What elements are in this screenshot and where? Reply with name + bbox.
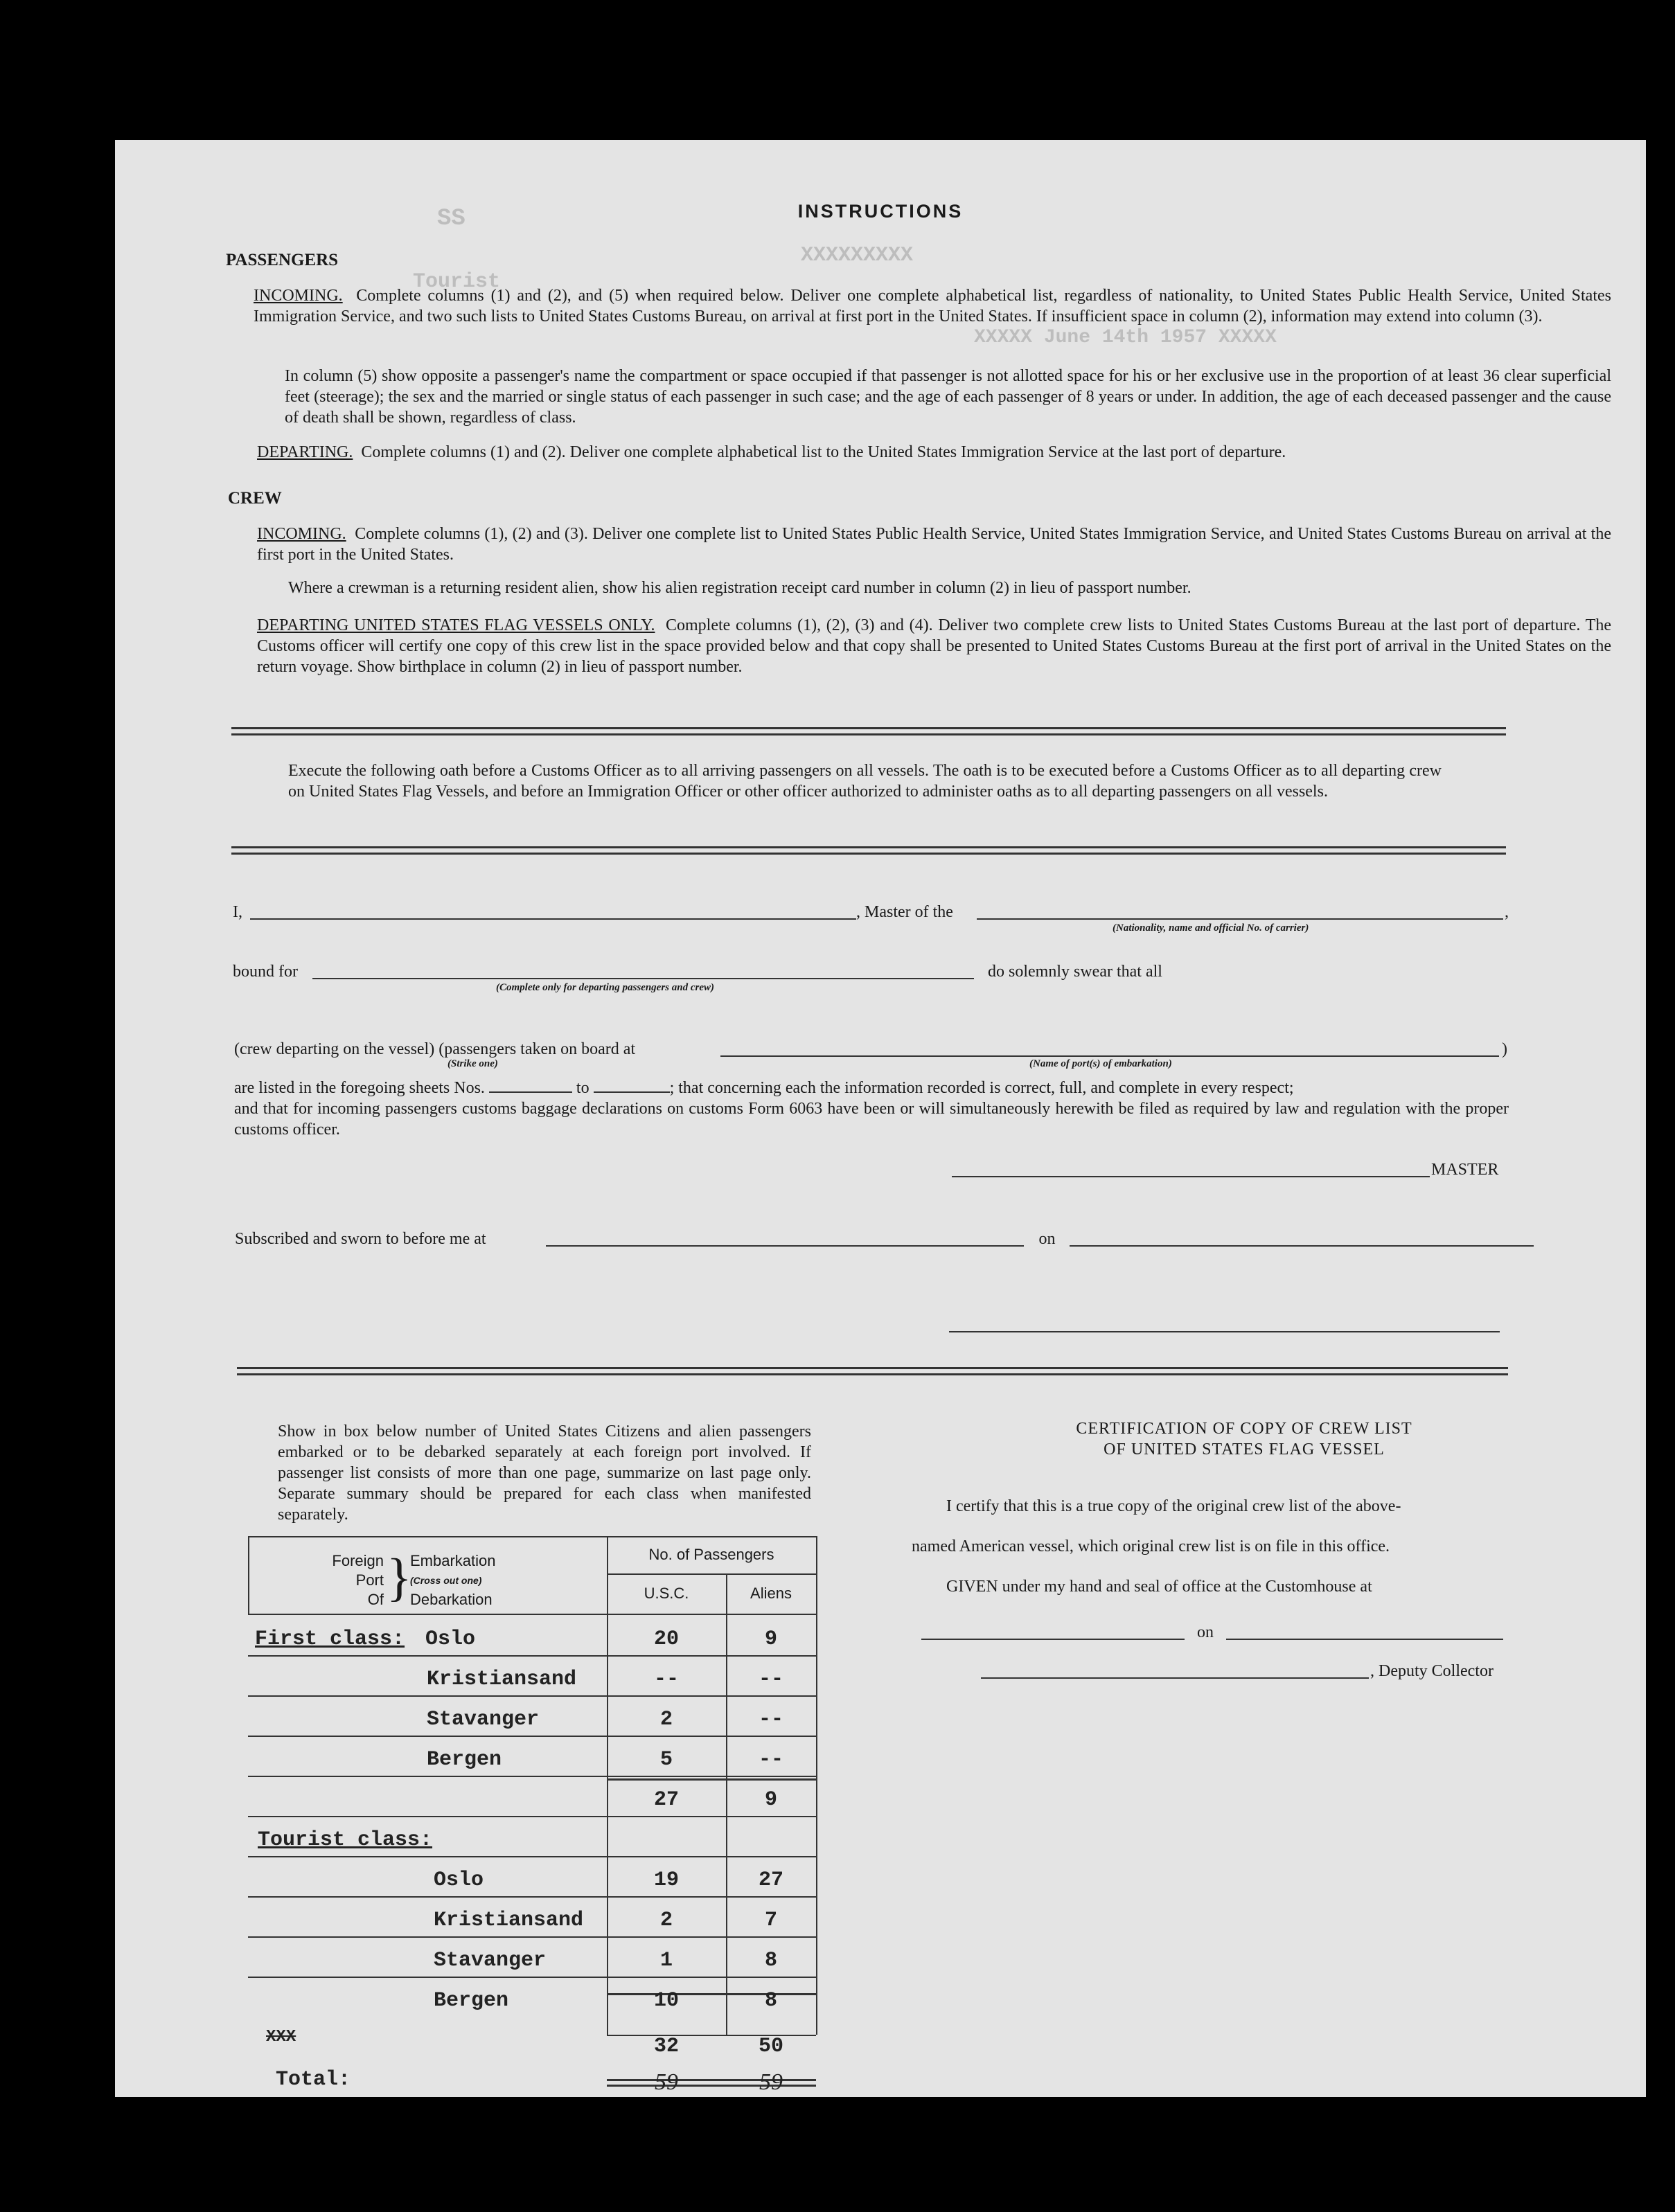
certification-title-line1: CERTIFICATION OF COPY OF CREW LIST — [1076, 1420, 1412, 1438]
deputy-signature-line[interactable] — [981, 1677, 1369, 1679]
port-cell: Bergen — [427, 1748, 502, 1772]
tourist-total-label: XXX — [266, 2028, 296, 2046]
usc-cell: -- — [653, 1668, 679, 1691]
strike-one-caption: (Strike one) — [447, 1058, 498, 1069]
deputy-collector-label: , Deputy Collector — [1370, 1662, 1494, 1680]
usc-cell: 5 — [659, 1748, 673, 1772]
port-cell: Bergen — [434, 1989, 509, 2013]
brace-icon: } — [387, 1549, 412, 1607]
master-label: MASTER — [1431, 1161, 1499, 1179]
table-border — [816, 1536, 817, 2035]
port-cell: Kristiansand — [434, 1909, 584, 1932]
divider — [231, 846, 1506, 855]
port-label: Port — [355, 1571, 384, 1589]
grand-total-aliens: 59 — [759, 2069, 783, 2095]
bleed-through-text: XXXXXXXXX — [801, 244, 914, 267]
first-class-label: First class: — [255, 1627, 405, 1651]
port-cell: Stavanger — [434, 1949, 547, 1972]
row-separator — [248, 1936, 816, 1938]
master-name-line[interactable] — [250, 918, 856, 920]
oath-i-label: I, — [233, 903, 242, 921]
crew-departing-paragraph — [257, 615, 1611, 677]
crew-departing-label: DEPARTING UNITED STATES FLAG VESSELS ONLY. — [257, 616, 655, 634]
swear-label: do solemnly swear that all — [988, 963, 1162, 981]
listed-text-b: ; that concerning each the information recorded is correct, full, and complete in every respect; — [669, 1079, 1294, 1097]
aliens-cell: -- — [758, 1708, 783, 1731]
passengers-heading: PASSENGERS — [226, 251, 339, 269]
comma: , — [1505, 903, 1509, 921]
usc-cell: 2 — [659, 1708, 673, 1731]
table-border — [607, 1573, 816, 1575]
departing-label: DEPARTING. — [257, 443, 353, 461]
no-passengers-header: No. of Passengers — [648, 1546, 774, 1563]
certification-title — [967, 1418, 1521, 1460]
crew-incoming-label: INCOMING. — [257, 525, 346, 543]
row-separator — [248, 1816, 816, 1817]
row-separator — [248, 1977, 816, 1978]
crew-incoming-text: Complete columns (1), (2) and (3). Deliver one complete list to United States Public Health Service, United States Immigration Service, and United States Customs Bureau on arrival at the first port in the United States. — [257, 525, 1612, 564]
row-separator — [248, 1856, 816, 1857]
aliens-cell: 27 — [758, 1868, 783, 1892]
master-signature-line[interactable] — [952, 1176, 1430, 1177]
sheet-from-line[interactable] — [489, 1079, 572, 1093]
usc-cell: 1 — [659, 1949, 673, 1972]
debarkation-label: Debarkation — [410, 1591, 493, 1608]
subscribed-label: Subscribed and sworn to before me at — [235, 1230, 486, 1248]
port-cell: Oslo — [434, 1868, 484, 1892]
tourist-total-usc: 32 — [653, 2035, 679, 2058]
bleed-through-text: XXXXX June 14th 1957 XXXXX — [974, 327, 1277, 348]
summary-note: Show in box below number of United States Citizens and alien passengers embarked or to be debarked separately at each foreign port involved. If passenger list consists of more than one page, summarize on last page only. Separate summary should be prepared for each class when manifested separately. — [278, 1422, 811, 1524]
port-cell: Oslo — [425, 1627, 476, 1651]
first-total-usc: 27 — [653, 1788, 679, 1812]
cross-out-label: (Cross out one) — [410, 1575, 482, 1586]
usc-header: U.S.C. — [644, 1585, 689, 1602]
subscribed-place-line[interactable] — [546, 1245, 1024, 1247]
departing-text: Complete columns (1) and (2). Deliver one complete alphabetical list to the United States Immigration Service at the last port of departure. — [361, 443, 1286, 461]
crew-resident-paragraph: Where a crewman is a returning resident alien, show his alien registration receipt card number in column (2) in lieu of passport number. — [288, 579, 1191, 597]
embarkation-label: Embarkation — [410, 1552, 496, 1569]
aliens-cell: 9 — [764, 1627, 777, 1651]
bleed-through-text: Tourist — [413, 270, 501, 294]
oath-instruction: Execute the following oath before a Customs Officer as to all arriving passengers on all vessels. The oath is to be executed before a Customs Officer as to all departing crew on United States Flag Vessels, and before an Immigration Officer or other officer authorized to administer oaths as to all departing passengers on all vessels. — [288, 762, 1442, 801]
aliens-cell: 7 — [764, 1909, 777, 1932]
cert-line2: named American vessel, which original crew list is on file in this office. — [912, 1537, 1390, 1555]
row-separator — [248, 1655, 816, 1657]
on-label: on — [1038, 1230, 1056, 1248]
usc-cell: 2 — [659, 1909, 673, 1932]
of-label: Of — [367, 1591, 384, 1608]
foreign-port-of-header — [308, 1551, 384, 1609]
row-separator — [248, 1736, 816, 1737]
listed-paragraph — [234, 1078, 1509, 1098]
row-separator — [248, 1896, 816, 1898]
table-border — [248, 1536, 249, 1614]
bleed-through-text: SS — [437, 206, 466, 232]
divider — [231, 727, 1506, 735]
cert-line1: I certify that this is a true copy of the original crew list of the above- — [946, 1497, 1401, 1515]
passengers-departing-paragraph — [257, 442, 1615, 463]
first-total-aliens: 9 — [764, 1788, 777, 1812]
incoming-label: INCOMING. — [254, 287, 343, 305]
officer-signature-line[interactable] — [949, 1331, 1500, 1332]
usc-cell: 20 — [653, 1627, 679, 1651]
aliens-cell: 8 — [764, 1949, 777, 1972]
row-separator — [248, 1776, 816, 1777]
column5-paragraph: In column (5) show opposite a passenger's name the compartment or space occupied if that passenger is not allotted space for his or her exclusive use in the proportion of at least 36 clear superficial feet (steerage); the sex and the married or single status of each passenger in such case; and the age of each passenger of 8 years or under. In addition, the age of each deceased passenger and the cause of death shall be shown, regardless of class. — [285, 367, 1611, 427]
complete-caption: (Complete only for departing passengers and crew) — [496, 982, 714, 993]
bound-for-line[interactable] — [312, 978, 974, 979]
port-cell: Kristiansand — [427, 1668, 577, 1691]
subscribed-date-line[interactable] — [1070, 1245, 1534, 1247]
usc-cell: 19 — [653, 1868, 679, 1892]
close-paren: ) — [1502, 1040, 1507, 1058]
aliens-cell: -- — [758, 1668, 783, 1691]
table-border — [248, 1614, 816, 1615]
embarkation-ports-line[interactable] — [720, 1055, 1499, 1057]
row-separator — [248, 1695, 816, 1697]
passengers-incoming-paragraph — [254, 285, 1611, 327]
certification-title-line2: OF UNITED STATES FLAG VESSEL — [1104, 1441, 1385, 1459]
tourist-total-aliens: 50 — [758, 2035, 783, 2058]
aliens-cell: 8 — [764, 1989, 777, 2013]
cert-on-label: on — [1197, 1623, 1214, 1641]
listed-text-a: are listed in the foregoing sheets Nos. — [234, 1079, 485, 1097]
embarkation-header — [410, 1551, 496, 1609]
port-cell: Stavanger — [427, 1708, 540, 1731]
nationality-caption: (Nationality, name and official No. of carrier) — [1113, 922, 1309, 934]
table-border — [248, 1536, 816, 1537]
grand-total-usc: 59 — [655, 2069, 678, 2095]
cert-date-line[interactable] — [1226, 1639, 1503, 1640]
grand-total-label: Total: — [276, 2068, 351, 2091]
ports-caption: (Name of port(s) of embarkation) — [1029, 1058, 1172, 1069]
crew-departing-text: Complete columns (1), (2), (3) and (4). Deliver two complete crew lists to United States Customs Bureau at the last port of departure. The Customs officer will certify one copy of this crew list in the space provided below and that copy shall be presented to United States Customs Bureau at the first port of arrival in the United States on the return voyage. Show birthplace in column (2) in lieu of passport number. — [257, 616, 1612, 676]
aliens-cell: -- — [758, 1748, 783, 1772]
crew-departing-label-oath: (crew departing on the vessel) (passengers taken on board at — [234, 1040, 636, 1058]
sheet-to-line[interactable] — [594, 1079, 670, 1093]
tourist-class-label: Tourist class: — [258, 1828, 433, 1852]
master-of-label: , Master of the — [856, 903, 953, 921]
divider — [237, 1367, 1508, 1375]
crew-heading: CREW — [228, 489, 282, 508]
bound-for-label: bound for — [233, 963, 298, 981]
listed-to: to — [576, 1079, 590, 1097]
page-title: INSTRUCTIONS — [797, 201, 964, 222]
crew-incoming-paragraph — [257, 524, 1611, 565]
cert-line3: GIVEN under my hand and seal of office at the Customhouse at — [946, 1578, 1372, 1596]
aliens-header: Aliens — [750, 1585, 792, 1602]
incoming-text: Complete columns (1) and (2), and (5) when required below. Deliver one complete alphabetical list, regardless of nationality, to United States Public Health Service, United States Immigration Service, and two such lists to United States Customs Bureau, on arrival at first port in the United States. If insufficient space in column (2), information may extend into column (3). — [254, 287, 1611, 325]
usc-cell: 10 — [653, 1989, 679, 2013]
listed-paragraph-c: and that for incoming passengers customs baggage declarations on customs Form 6063 have been or will simultaneously herewith be filed as required by law and regulation with the proper customs officer. — [234, 1100, 1509, 1139]
subtotal-rule — [607, 1778, 816, 1781]
foreign-label: Foreign — [332, 1552, 384, 1569]
carrier-line[interactable] — [977, 918, 1503, 920]
customhouse-line[interactable] — [921, 1639, 1185, 1640]
form-page — [115, 140, 1646, 2097]
